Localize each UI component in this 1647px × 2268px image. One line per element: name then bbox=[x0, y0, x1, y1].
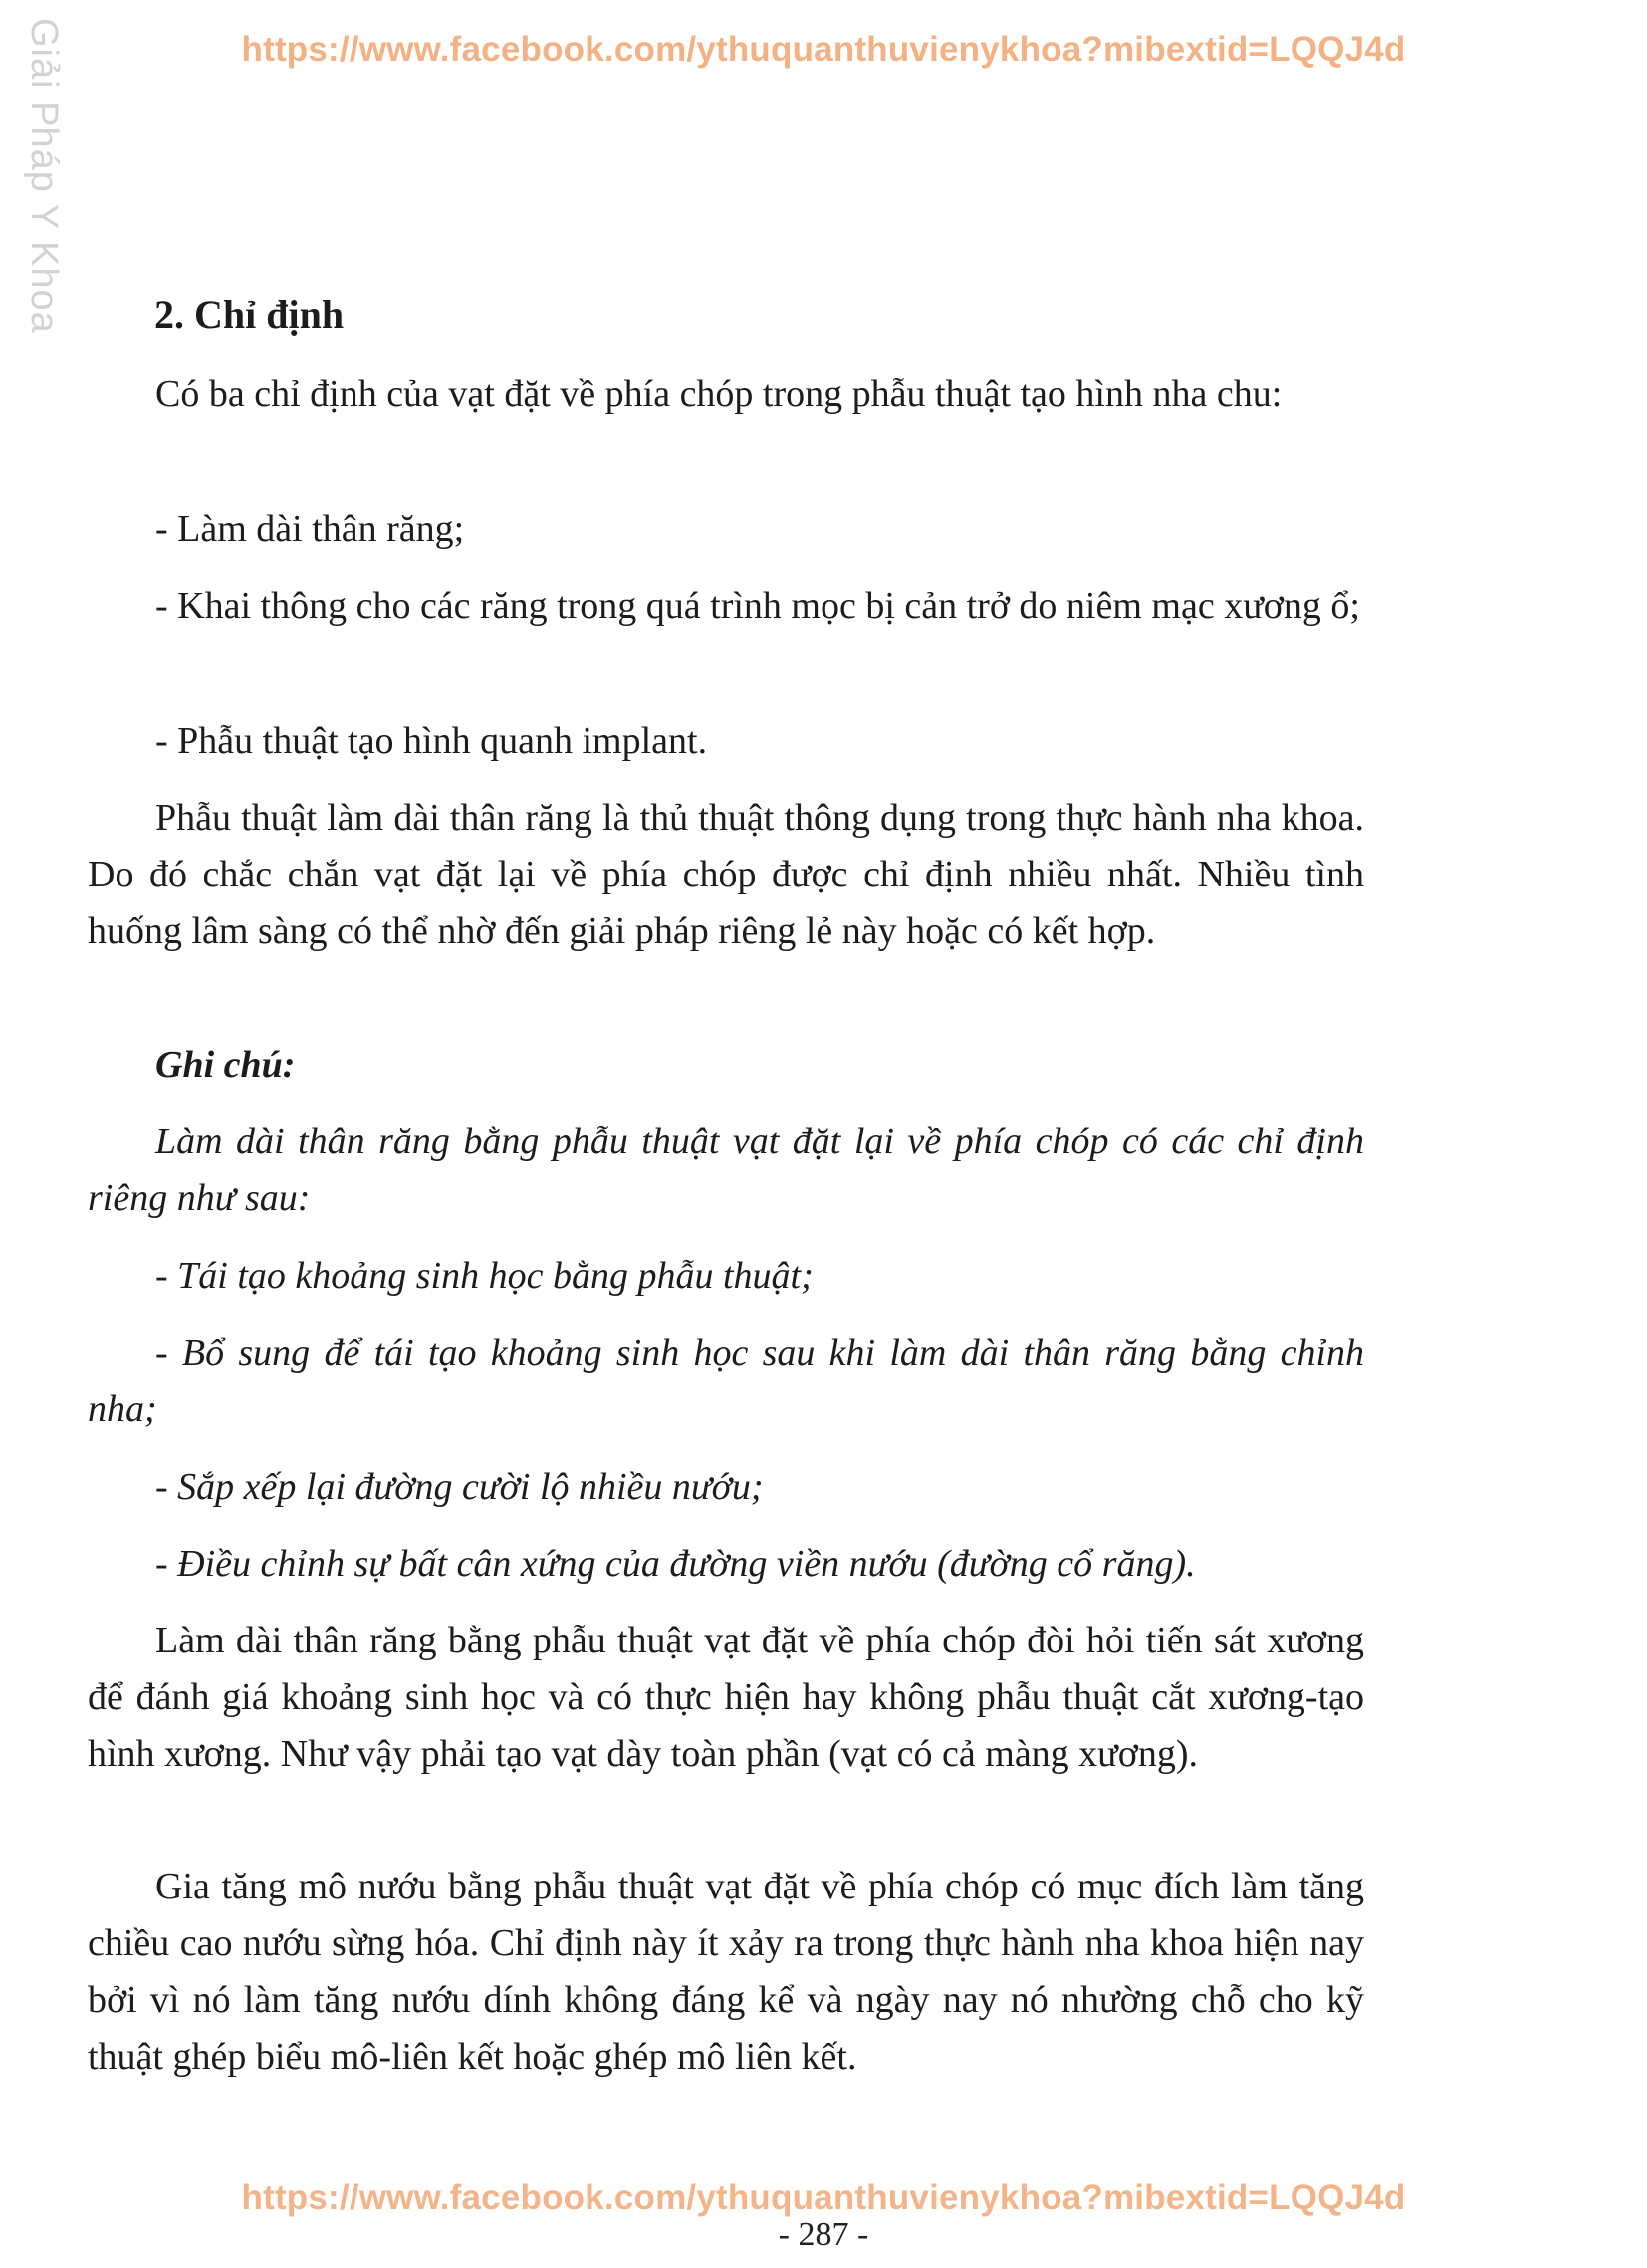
body-paragraph-1 bbox=[88, 790, 1364, 960]
note-item-text: - Tái tạo khoảng sinh học bằng phẫu thuật; bbox=[155, 1255, 814, 1297]
indication-item bbox=[88, 501, 1364, 558]
body-paragraph-3 bbox=[88, 1859, 1364, 2086]
note-item-text: - Bổ sung để tái tạo khoảng sinh học sau khi làm dài thân răng bằng chỉnh nha; bbox=[88, 1332, 1364, 1430]
indication-item bbox=[88, 713, 1364, 770]
paragraph-text: Gia tăng mô nướu bằng phẫu thuật vạt đặt về phía chóp có mục đích làm tăng chiều cao nướu sừng hóa. Chỉ định này ít xảy ra trong thực hành nha khoa hiện nay bởi vì nó làm tăng nướu dính không đáng kể và ngày nay nó nhường chỗ cho kỹ thuật ghép biểu mô-liên kết hoặc ghép mô liên kết. bbox=[88, 1866, 1364, 2078]
note-item-text: - Điều chỉnh sự bất cân xứng của đường viền nướu (đường cổ răng). bbox=[155, 1543, 1196, 1585]
watermark-url-bottom: https://www.facebook.com/ythuquanthuvienykhoa?mibextid=LQQJ4d bbox=[241, 2178, 1406, 2217]
paragraph-text: Làm dài thân răng bằng phẫu thuật vạt đặt về phía chóp đòi hỏi tiến sát xương để đánh giá khoảng sinh học và có thực hiện hay không phẫu thuật cắt xương-tạo hình xương. Như vậy phải tạo vạt dày toàn phần (vạt có cả màng xương). bbox=[88, 1620, 1364, 1775]
indication-text: - Làm dài thân răng; bbox=[155, 508, 465, 550]
note-item bbox=[88, 1536, 1364, 1593]
note-intro-block bbox=[88, 1114, 1364, 1227]
note-item bbox=[88, 1248, 1364, 1305]
indication-item bbox=[88, 578, 1364, 634]
note-item bbox=[88, 1325, 1364, 1438]
note-title-block bbox=[88, 1037, 1364, 1094]
note-title: Ghi chú: bbox=[155, 1044, 296, 1086]
note-intro: Làm dài thân răng bằng phẫu thuật vạt đặt lại về phía chóp có các chỉ định riêng như sau: bbox=[88, 1121, 1364, 1219]
indication-text: - Phẫu thuật tạo hình quanh implant. bbox=[155, 720, 708, 762]
intro-paragraph bbox=[88, 367, 1364, 423]
page-number: - 287 - bbox=[778, 2216, 869, 2253]
body-paragraph-2 bbox=[88, 1613, 1364, 1783]
intro-text: Có ba chỉ định của vạt đặt về phía chóp trong phẫu thuật tạo hình nha chu: bbox=[155, 374, 1283, 415]
paragraph-text: Phẫu thuật làm dài thân răng là thủ thuật thông dụng trong thực hành nha khoa. Do đó chắc chắn vạt đặt lại về phía chóp được chỉ định nhiều nhất. Nhiều tình huống lâm sàng có thể nhờ đến giải pháp riêng lẻ này hoặc có kết hợp. bbox=[88, 797, 1364, 952]
watermark-url-top: https://www.facebook.com/ythuquanthuvienykhoa?mibextid=LQQJ4d bbox=[241, 30, 1406, 69]
section-heading: 2. Chỉ định bbox=[154, 292, 345, 337]
note-item bbox=[88, 1459, 1364, 1516]
side-watermark: Giải Pháp Y Khoa bbox=[23, 18, 65, 334]
note-item-text: - Sắp xếp lại đường cười lộ nhiều nướu; bbox=[155, 1466, 764, 1508]
indication-text: - Khai thông cho các răng trong quá trình mọc bị cản trở do niêm mạc xương ổ; bbox=[155, 585, 1360, 627]
